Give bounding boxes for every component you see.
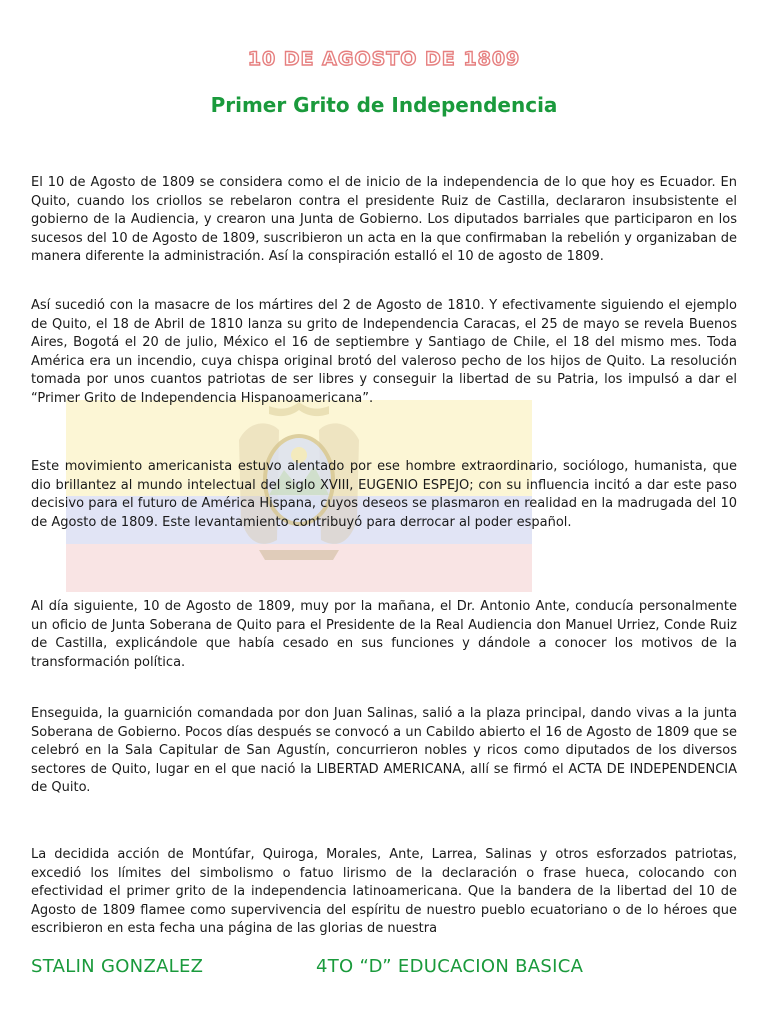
- paragraph-1: El 10 de Agosto de 1809 se considera como el de inicio de la independencia de lo que hoy es Ecuador. En Quito, cuando los criollos se rebelaron contra el presidente Ruiz de Castilla, declararon insubsistente el gobierno de la Audiencia, y crearon una Junta de Gobierno. Los diputados barriales que participaron en los sucesos del 10 de Agosto de 1809, suscribieron un acta en la que confirmaban la rebelión y organizaban de manera diferente la administración. Así la conspiración estalló el 10 de agosto de 1809.: [31, 175, 737, 264]
- page-subtitle: Primer Grito de Independencia: [210, 93, 558, 117]
- paragraph-4: Al día siguiente, 10 de Agosto de 1809, muy por la mañana, el Dr. Antonio Ante, conducía personalmente un oficio de Junta Soberana de Quito para el Presidente de la Real Audiencia don Manuel Urriez, Conde Ruiz de Castilla, explicándole que había cesado en sus funciones y dándole a conocer los motivos de la transformación política.: [31, 599, 737, 670]
- paragraph-2: Así sucedió con la masacre de los mártires del 2 de Agosto de 1810. Y efectivamente siguiendo el ejemplo de Quito, el 18 de Abril de 1810 lanza su grito de Independencia Caracas, el 25 de mayo se revela Buenos Aires, Bogotá el 20 de julio, México el 16 de septiembre y Santiago de Chile, el 18 del mismo mes. Toda América era un incendio, cuya chispa original brotó del valeroso pecho de los hijos de Quito. La resolución tomada por unos cuantos patriotas de ser libres y conseguir la libertad de su Patria, los impulsó a dar el “Primer Grito de Independencia Hispanoamericana”.: [31, 298, 737, 406]
- page-title: 10 DE AGOSTO DE 1809: [247, 48, 521, 70]
- paragraph-3: Este movimiento americanista estuvo alentado por ese hombre extraordinario, sociólogo, humanista, que dio brillantez al mundo intelectual del siglo XVIII, EUGENIO ESPEJO; con su influencia incitó a dar este paso decisivo para el futuro de América Hispana, cuyos deseos se plasmaron en realidad en la madrugada del 10 de Agosto de 1809. Este levantamiento contribuyó para derrocar al poder español.: [31, 459, 737, 530]
- paragraph-5: Enseguida, la guarnición comandada por don Juan Salinas, salió a la plaza principal, dando vivas a la junta Soberana de Gobierno. Pocos días después se convocó a un Cabildo abierto el 16 de Agosto de 1809 que se celebró en la Sala Capitular de San Agustín, concurrieron nobles y ricos como diputados de los diversos sectores de Quito, lugar en el que nació la LIBERTAD AMERICANA, allí se firmó el ACTA DE INDEPENDENCIA de Quito.: [31, 706, 737, 795]
- author-name: STALIN GONZALEZ: [31, 956, 204, 977]
- course-label: 4TO “D” EDUCACION BASICA: [316, 956, 584, 977]
- paragraph-6: La decidida acción de Montúfar, Quiroga, Morales, Ante, Larrea, Salinas y otros esforzados patriotas, excedió los límites del simbolismo o fatuo lirismo de la declaración o frase hueca, colocando con efectividad el primer grito de la independencia latinoamericana. Que la bandera de la libertad del 10 de Agosto de 1809 flamee como supervivencia del espíritu de nuestro pueblo ecuatoriano o de lo héroes que escribieron en esta fecha una página de las glorias de nuestra: [31, 847, 737, 936]
